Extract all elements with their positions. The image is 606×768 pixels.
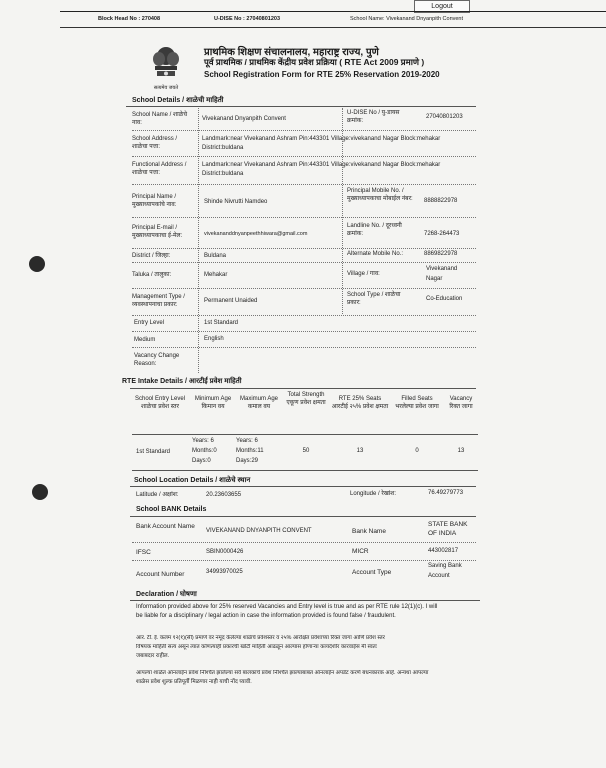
row-divider — [132, 156, 476, 157]
block-head-no: Block Head No : 270408 — [98, 16, 161, 22]
row-divider — [132, 542, 476, 543]
intake-header-vacancy: Vacancy रिक्त जागा — [449, 396, 473, 410]
school-address-label: School Address / शाळेचा पत्ता: — [132, 136, 178, 150]
divider — [130, 388, 476, 389]
row-divider — [132, 315, 476, 316]
row-divider — [132, 331, 476, 332]
principal-email-value: vivekananddnyanpeethhiwara@gmail.com — [204, 231, 308, 237]
col-divider — [342, 108, 343, 314]
school-name-label: School Name / शाळेचे नाव: — [132, 112, 188, 126]
row-divider — [132, 130, 476, 131]
location-heading: School Location Details / शाळेचे स्थान — [134, 477, 251, 484]
bank-name-value-2: OF INDIA — [428, 530, 457, 537]
school-name-head: School Name: Vivekanand Dnyanpith Convent — [350, 16, 464, 22]
functional-address-label: Functional Address / शाळेचा पत्ता: — [132, 162, 187, 176]
functional-address-district: District:buldana — [202, 171, 244, 177]
principal-name-value: Shinde Nivrutti Namdeo — [204, 199, 268, 205]
school-type-value: Co-Education — [426, 296, 463, 302]
principal-mobile-label: Principal Mobile No. / मुख्याध्यापकाचा मोबाईल नंबर: — [347, 188, 413, 202]
intake-header-total: Total Strength एकूण प्रवेश क्षमता — [286, 392, 326, 406]
school-details-heading: School Details / शाळेची माहिती — [132, 97, 224, 104]
micr-label: MICR — [352, 548, 369, 555]
punch-hole-top — [29, 256, 45, 272]
row-divider — [132, 288, 476, 289]
intake-rte: 13 — [356, 448, 364, 454]
ifsc-value: SBIN0000426 — [206, 549, 244, 555]
row-divider — [132, 262, 476, 263]
intake-vacancy: 13 — [457, 448, 465, 454]
intake-filled: 0 — [415, 448, 419, 454]
emblem — [146, 44, 186, 91]
village-label: Village / गाव: — [347, 271, 380, 277]
micr-value: 443002817 — [428, 548, 459, 554]
management-type-value: Permanent Unaided — [204, 298, 258, 304]
declaration-mr-1: आर. टी. ई. कलम १२(१)(सी) प्रमाणे वर नमूद केलेल्या शाळेचे प्रवेशस्तर व २५% आरक्षित प्रवेशाच्या रिक्त जागा आणि प्रवेश स्तर — [136, 635, 385, 641]
title-mr-1: प्राथमिक शिक्षण संचालनालय, महाराष्ट्र राज्य, पुणे — [204, 47, 379, 58]
row-divider — [132, 217, 476, 218]
account-number-label: Account Number — [136, 571, 185, 578]
row-divider — [132, 184, 476, 185]
declaration-heading: Declaration / घोषणा — [136, 591, 197, 598]
management-type-label: Management Type / व्यवस्थापनाचा प्रकार: — [132, 294, 185, 308]
intake-max-days: Days:29 — [236, 458, 259, 464]
intake-header-rte: RTE 25% Seats आरटीई २५% प्रवेश क्षमता — [331, 396, 389, 410]
account-name-value: VIVEKANAND DNYANPITH CONVENT — [206, 528, 312, 534]
divider — [130, 486, 476, 487]
divider — [130, 600, 480, 601]
alternate-mobile-label: Alternate Mobile No.: — [347, 251, 404, 257]
landline-label: Landline No. / दूरध्वनी क्रमांक: — [347, 223, 402, 237]
entry-level-label: Entry Level — [134, 320, 165, 326]
ifsc-label: IFSC — [136, 549, 151, 556]
school-address-district: District:buldana — [202, 145, 244, 151]
declaration-mr-2: विषयक माहिती सत्य असून त्यात कोणत्याही प्रकारची खोटी माहिती आढळून आल्यास होणाऱ्या कायदेशीर कारवाईस मी स्वतः — [136, 644, 377, 650]
longitude-label: Longitude / रेखांश: — [350, 491, 397, 497]
page-title: School Registration Form for RTE 25% Reservation 2019-2020 — [204, 70, 440, 79]
intake-min-days: Days:0 — [192, 458, 211, 464]
latitude-value: 20.23603655 — [206, 492, 242, 498]
school-type-label: School Type / शाळेचा प्रकार: — [347, 292, 401, 306]
intake-min-years: Years: 6 — [192, 438, 214, 444]
udise-label: U-DISE No / यु-डायस क्रमांक: — [347, 110, 400, 124]
medium-label: Medium — [134, 337, 156, 343]
longitude-value: 76.49279773 — [428, 490, 464, 496]
title-mr-2: पूर्व प्राथमिक / प्राथमिक केंद्रीय प्रवेश प्रक्रिया ( RTE Act 2009 प्रमाणे ) — [204, 57, 425, 67]
account-type-label: Account Type — [352, 569, 392, 576]
account-type-value: Saving Bank — [428, 563, 462, 569]
intake-total: 50 — [302, 448, 310, 454]
functional-address-value: Landmark:near Vivekanand Ashram Pin:443301 Village:vivekanand Nagar Block:mehakar — [202, 162, 441, 168]
bank-name-label: Bank Name — [352, 528, 386, 535]
intake-header-max-age: Maximum Age कमाल वय — [239, 396, 278, 410]
account-name-label: Bank Account Name — [136, 523, 195, 530]
taluka-value: Mehakar — [204, 272, 228, 278]
divider — [126, 106, 476, 107]
account-type-value-2: Account — [428, 573, 450, 579]
account-number-value: 34993970025 — [206, 569, 243, 575]
principal-name-label: Principal Name / मुख्याध्यापकांचे नाव: — [132, 194, 177, 208]
bank-name-value: STATE BANK — [428, 521, 468, 528]
punch-hole-bottom — [32, 484, 48, 500]
row-divider — [132, 248, 476, 249]
school-address-value: Landmark:near Vivekanand Ashram Pin:443301 Village:vivekanand Nagar Block:mehakar — [202, 136, 441, 142]
intake-max-months: Months:11 — [236, 448, 264, 454]
intake-heading: RTE Intake Details / आरटीई प्रवेश माहिती — [122, 378, 242, 385]
row-divider — [132, 347, 476, 348]
village-value: Vivekanand — [426, 266, 458, 272]
entry-level-value: 1st Standard — [204, 320, 239, 326]
table-header-rule — [132, 434, 478, 435]
udise-head: U-DISE No : 27040801203 — [214, 16, 281, 22]
intake-header-filled: Filled Seats भरलेल्या प्रवेश जागा — [395, 396, 439, 410]
declaration-en-1: Information provided above for 25% reserved Vacancies and Entry level is true and as per RTE rule 12(1)(c). I will — [136, 604, 438, 610]
intake-header-min-age: Minimum Age किमान वय — [194, 396, 232, 410]
intake-max-years: Years: 6 — [236, 438, 258, 444]
declaration-en-2: be liable for a disciplinary / legal action in case the information provided is found false / fraudulent. — [136, 613, 396, 619]
district-label: District / जिल्हा: — [132, 253, 171, 259]
village-value-2: Nagar — [426, 276, 443, 282]
principal-email-label: Principal E-mail / मुख्याध्यापकाचा ई-मेल: — [132, 225, 183, 239]
top-rule — [60, 27, 606, 28]
logout-button[interactable]: Logout — [414, 0, 470, 13]
alternate-mobile-value: 8869822978 — [424, 251, 458, 257]
district-value: Buldana — [204, 253, 227, 259]
school-name-value: Vivekanand Dnyanpith Convent — [202, 116, 286, 122]
col-divider — [198, 108, 199, 373]
principal-mobile-value: 8888822978 — [424, 198, 458, 204]
intake-header-level: School Entry Level शाळेचा प्रवेश स्तर — [134, 396, 186, 410]
declaration-mr-4: आपल्या शाळेत ऑनलाईन प्रवेश निश्चित झालेल्या सर्व बालकांचे प्रवेश निश्चित झाल्याबाबत ऑनलाईन अपडेट करणे बंधनकारक आहे. अन्यथा आपल्या — [136, 670, 429, 676]
declaration-mr-5: शाळेस प्रवेश शुल्क प्रतिपूर्ती मिळणार नाही याची नोंद घ्यावी. — [136, 679, 252, 685]
medium-value: English — [204, 336, 224, 342]
emblem-caption: सत्यमेव जयते — [153, 85, 179, 91]
declaration-mr-3: जबाबदार राहील. — [136, 653, 170, 659]
latitude-label: Latitude / अक्षांश: — [136, 492, 179, 498]
divider — [130, 516, 476, 517]
taluka-label: Taluka / तालुका: — [132, 272, 172, 278]
intake-level: 1st Standard — [136, 449, 171, 455]
intake-min-months: Months:0 — [192, 448, 217, 454]
top-divider — [60, 11, 606, 12]
bank-heading: School BANK Details — [136, 506, 207, 513]
vacancy-change-label: Vacancy Change Reason: — [134, 353, 180, 367]
landline-value: 7268-264473 — [424, 231, 460, 237]
table-bottom-rule — [132, 470, 478, 471]
udise-value: 27040801203 — [426, 114, 463, 120]
lion-capital-icon — [146, 44, 186, 80]
row-divider — [132, 560, 476, 561]
